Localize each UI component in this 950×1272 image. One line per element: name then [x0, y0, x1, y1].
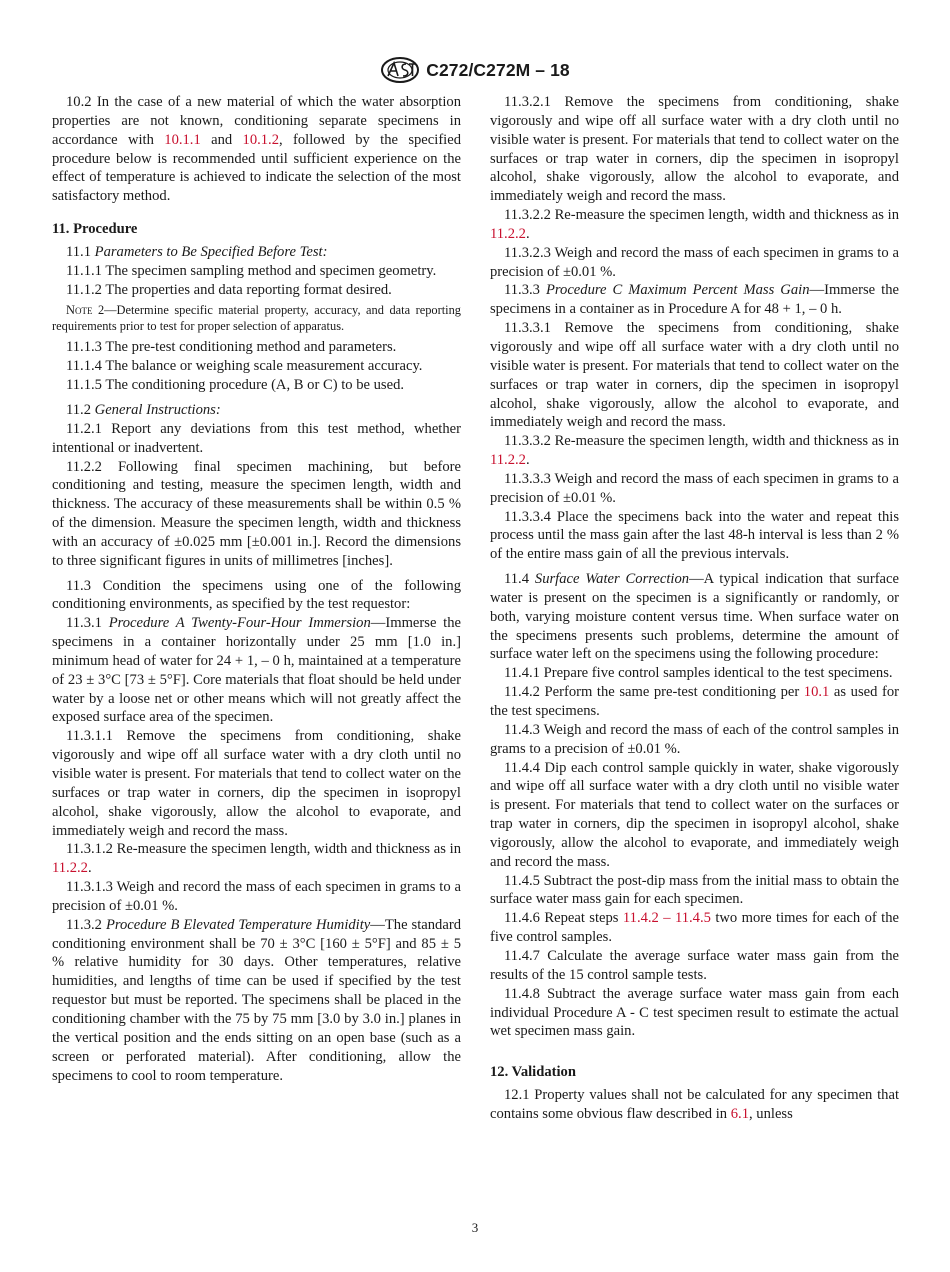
paragraph-11-3-2-2: 11.3.2.2 Re-measure the specimen length, width and thickness as in 11.2.2. — [490, 207, 899, 242]
paragraph-11-4-7: 11.4.7 Calculate the average surface water mass gain from the results of the 15 control sample tests. — [490, 947, 899, 983]
paragraph-11-4-4: 11.4.4 Dip each control sample quickly in water, shake vigorously and wipe off all surface water with a dry cloth until no visible water is present. For materials that tend to collect water on the surfaces or trap water in corners, dip the specimen in isopropyl alcohol, shake vigorously, allow the alcohol to evaporate, and immediately weigh and record the mass. — [490, 759, 899, 870]
link-10-1-2[interactable]: 10.1.2 — [242, 131, 279, 148]
paragraph-11-1: 11.1 Parameters to Be Specified Before Test: — [66, 243, 328, 260]
paragraph-11-3-3-3: 11.3.3.3 Weigh and record the mass of each specimen in grams to a precision of ±0.01 %. — [490, 470, 899, 506]
paragraph-10-2: 10.2 In the case of a new material of which the water absorption properties are not known, conditioning separate specimens in accordance with 10.1.1 and 10.1.2, followed by the specified procedure below is recommended until sufficient experience on the effect of temperature is achieved to indicate the selection of the most satisfactory method. — [52, 94, 462, 205]
section-heading-validation: 12. Validation — [490, 1064, 576, 1081]
paragraph-11-1-5: 11.1.5 The conditioning procedure (A, B or C) to be used. — [66, 377, 405, 394]
paragraph-11-3-3: 11.3.3 Procedure C Maximum Percent Mass Gain—Immerse the specimens in a container as in Procedure A for 48 + 1, – 0 h. — [490, 282, 899, 318]
paragraph-11-3-2-1: 11.3.2.1 Remove the specimens from conditioning, shake vigorously and wipe off all surface water with a dry cloth until no visible water is present. For materials that tend to collect water on the surfaces or trap water in corners, dip the specimen in isopropyl alcohol, shake vigorously, allow the alcohol to evaporate, and immediately weigh and record the mass. — [490, 94, 899, 205]
paragraph-11-4-1: 11.4.1 Prepare five control samples identical to the test specimens. — [504, 665, 893, 682]
paragraph-11-1-4: 11.1.4 The balance or weighing scale measurement accuracy. — [66, 358, 423, 375]
paragraph-11-3-3-1: 11.3.3.1 Remove the specimens from conditioning, shake vigorously and wipe off all surface water with a dry cloth until no visible water is present. For materials that tend to collect water on the surfaces or trap water in corners, dip the specimen in isopropyl alcohol, shake vigorously, allow the alcohol to evaporate, and immediately weigh and record the mass. — [490, 320, 899, 431]
paragraph-11-4: 11.4 Surface Water Correction—A typical indication that surface water is present on the specimen is a significantly or randomly, or both, varying moisture content versus time. When surface water on the specimens presents such problems, determine the amount of surface water left on the specimens using the following procedure: — [490, 571, 899, 663]
left-column — [52, 93, 461, 1085]
paragraph-11-3-1-2: 11.3.1.2 Re-measure the specimen length, width and thickness as in 11.2.2. — [52, 841, 461, 877]
paragraph-12-1: 12.1 Property values shall not be calculated for any specimen that contains some obvious flaw described in 6.1, unless — [490, 1087, 899, 1122]
link-11-2-2[interactable]: 11.2.2 — [490, 225, 526, 242]
section-heading-procedure: 11. Procedure — [52, 221, 138, 238]
link-11-4-2-to-11-4-5[interactable]: 11.4.2 – 11.4.5 — [622, 910, 711, 927]
link-10-1-1[interactable]: 10.1.1 — [164, 131, 201, 148]
paragraph-11-3-3-2: 11.3.3.2 Re-measure the specimen length, width and thickness as in 11.2.2. — [490, 433, 899, 469]
paragraph-11-2-2: 11.2.2 Following final specimen machining, but before conditioning and testing, measure the specimen length, width and thickness. The accuracy of these measurements shall be within 0.5 % of the dimension. Measure the specimen length, width and thickness with an accuracy of ±0.025 mm [±0.001 in.]. Record the dimensions to three significant figures in units of millimetres [inches]. — [52, 458, 461, 569]
paragraph-11-4-5: 11.4.5 Subtract the post-dip mass from the initial mass to obtain the surface water mass gain for each specimen. — [490, 872, 899, 908]
paragraph-11-3-1-3: 11.3.1.3 Weigh and record the mass of each specimen in grams to a precision of ±0.01 %. — [52, 879, 461, 914]
paragraph-11-2: 11.2 General Instructions: — [66, 401, 221, 418]
link-11-2-2[interactable]: 11.2.2 — [52, 860, 88, 877]
paragraph-11-1-3: 11.1.3 The pre-test conditioning method and parameters. — [66, 339, 397, 356]
paragraph-11-4-2: 11.4.2 Perform the same pre-test conditioning per 10.1 as used for the test specimens. — [490, 684, 899, 719]
page-header — [0, 56, 950, 84]
paragraph-11-4-8: 11.4.8 Subtract the average surface water mass gain from each individual Procedure A - C test specimen result to estimate the actual wet specimen mass gain. — [490, 985, 899, 1040]
note-2: Note 2—Determine specific material property, accuracy, and data reporting requirements prior to test for proper selection of apparatus. — [52, 303, 461, 333]
paragraph-11-3-2-3: 11.3.2.3 Weigh and record the mass of each specimen in grams to a precision of ±0.01 %. — [490, 244, 899, 280]
paragraph-11-3-2: 11.3.2 Procedure B Elevated Temperature Humidity—The standard conditioning environment shall be 70 ± 3°C [160 ± 5°F] and 85 ± 5 % relative humidity for 30 days. Other temperatures, relative humidities, and lengths of time can be used if specified by the test requestor but must be reported. The specimens shall be placed in the conditioning chamber with the 75 by 75 mm [3.0 by 3.0 in.] planes in the vertical position and the ends sitting on an open base (such as a screen or perforated material). After conditioning, allow the specimens to cool to room temperature. — [52, 916, 461, 1084]
paragraph-11-4-3: 11.4.3 Weigh and record the mass of each of the control samples in grams to a precision of ±0.01 %. — [490, 721, 899, 757]
paragraph-11-3-1: 11.3.1 Procedure A Twenty-Four-Hour Immersion—Immerse the specimens in a container horizontally under 25 mm [1.0 in.] minimum head of water for 24 + 1, – 0 h, maintained at a temperature of 23 ± 3°C [73 ± 5°F]. Core materials that float should be held under water by a loose net or other means which will not greatly affect the exposed surface area of the specimen. — [52, 615, 461, 726]
page-number: 3 — [471, 1220, 479, 1235]
paragraph-11-1-1: 11.1.1 The specimen sampling method and specimen geometry. — [66, 262, 437, 279]
paragraph-11-3: 11.3 Condition the specimens using one of the following conditioning environments, as specified by the test requestor: — [52, 577, 461, 613]
standard-designation: C272/C272M – 18 — [426, 59, 570, 80]
paragraph-11-4-6: 11.4.6 Repeat steps 11.4.2 – 11.4.5 two more times for each of the five control samples. — [490, 910, 900, 946]
paragraph-11-2-1: 11.2.1 Report any deviations from this test method, whether intentional or inadvertent. — [52, 420, 461, 456]
link-10-1[interactable]: 10.1 — [803, 684, 830, 701]
paragraph-11-1-2: 11.1.2 The properties and data reporting format desired. — [66, 281, 392, 298]
paragraph-11-3-1-1: 11.3.1.1 Remove the specimens from conditioning, shake vigorously and wipe off all surface water with a dry cloth until no visible water is present. For materials that tend to collect water on the surfaces or trap water in corners, dip the specimen in isopropyl alcohol, shake vigorously, allow the alcohol to evaporate, and immediately weigh and record the mass. — [52, 728, 461, 839]
astm-logo-icon — [380, 57, 420, 83]
right-column — [490, 93, 899, 1124]
paragraph-11-3-3-4: 11.3.3.4 Place the specimens back into the water and repeat this process until the mass gain after the last 48-h interval is less than 2 % of the entire mass gain of all the previous intervals. — [490, 508, 899, 563]
link-11-2-2[interactable]: 11.2.2 — [490, 452, 526, 469]
link-6-1[interactable]: 6.1 — [730, 1105, 749, 1122]
